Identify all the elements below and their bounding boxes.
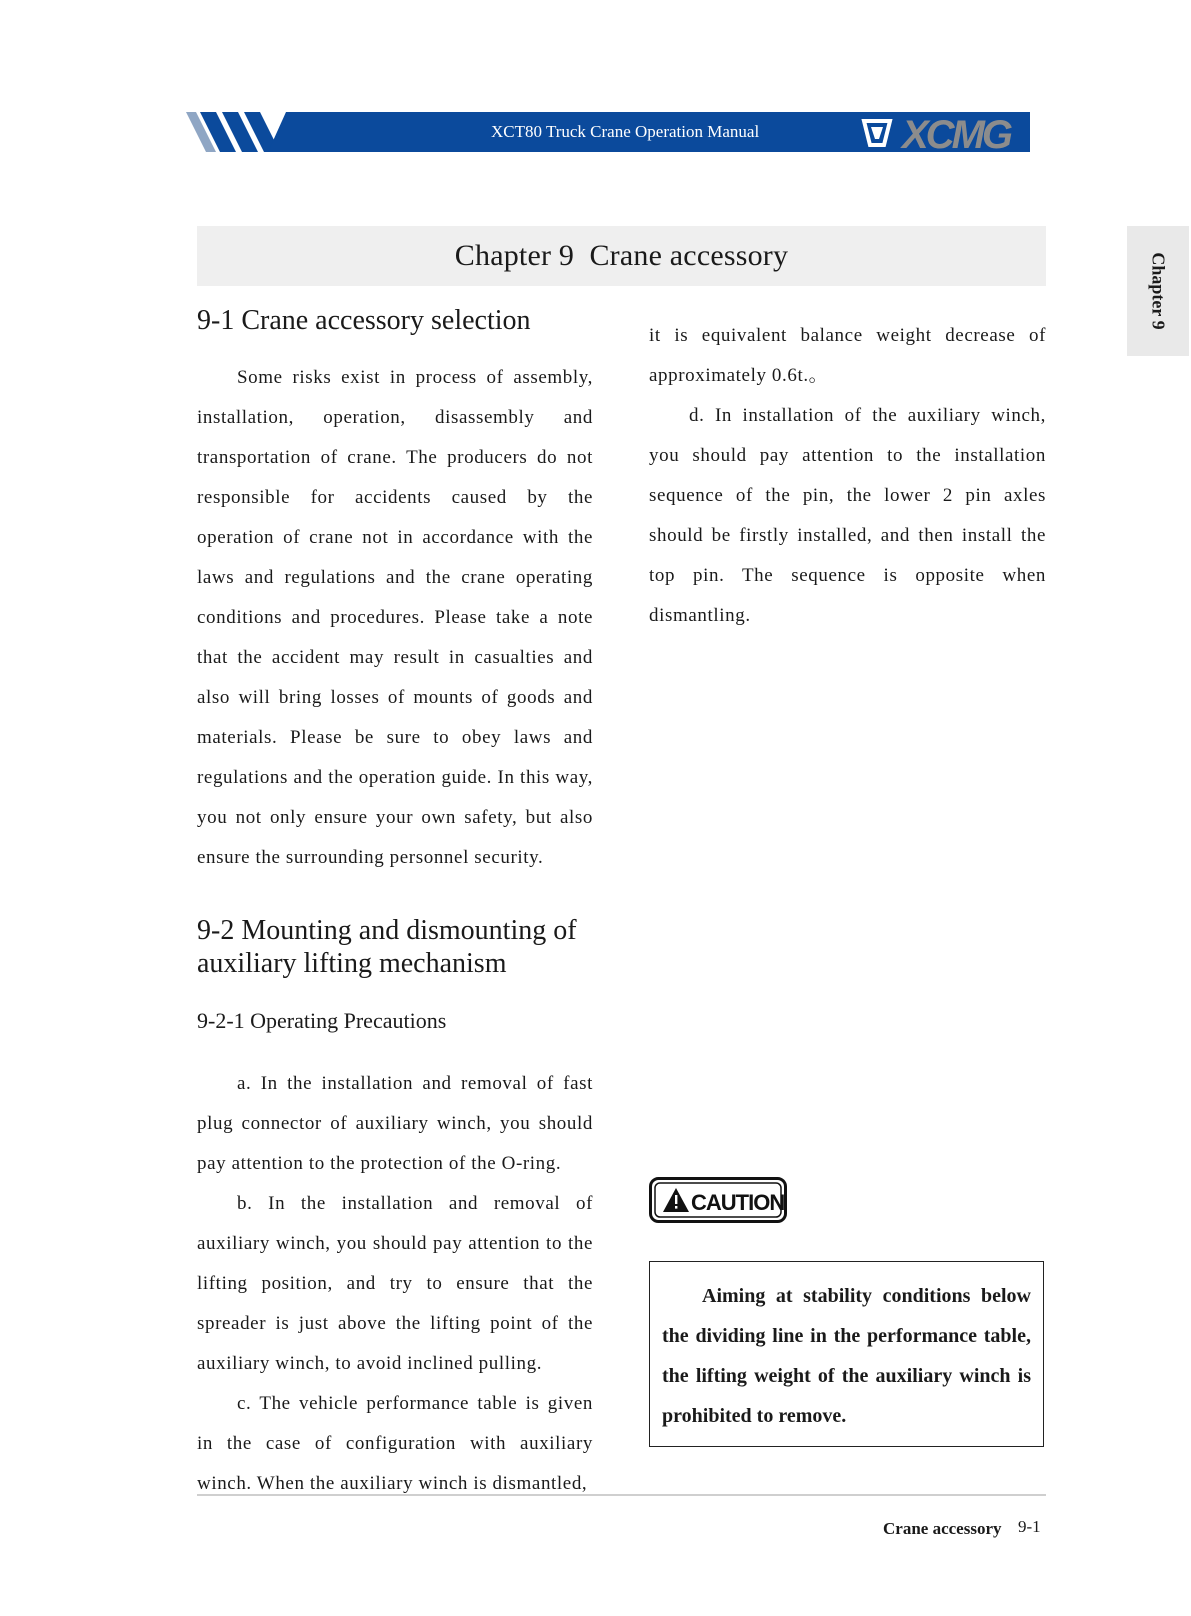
section-heading-9-2-line1: 9-2 Mounting and dismounting of: [197, 915, 577, 946]
precaution-item-c: c. The vehicle performance table is given in the case of configuration with auxiliary winch. When the auxiliary winch is dismantled,: [197, 1393, 593, 1494]
subsection-heading-9-2-1: 9-2-1 Operating Precautions: [197, 1008, 447, 1033]
side-tab-label: Chapter 9: [1148, 252, 1169, 330]
caution-badge-label: CAUTION: [691, 1190, 785, 1215]
right-column: [649, 316, 1046, 636]
chapter-title-band: [197, 226, 1046, 286]
precaution-item-b: b. In the installation and removal of auxiliary winch, you should pay attention to the lifting position, and try to ensure that the spreader is just above the lifting point of the auxiliary winch, to avoid inclined pulling.: [197, 1193, 593, 1374]
precaution-item-a: a. In the installation and removal of fast plug connector of auxiliary winch, you should pay attention to the protection of the O-ring.: [197, 1073, 593, 1174]
caution-badge: [649, 1177, 787, 1223]
chapter-title: Chapter 9 Crane accessory: [454, 239, 789, 272]
manual-title: XCT80 Truck Crane Operation Manual: [491, 122, 760, 141]
footer-chapter-label: Crane accessory: [883, 1519, 1002, 1538]
precaution-item-d: d. In installation of the auxiliary winch, you should pay attention to the installation sequence of the pin, the lower 2 pin axles should be firstly installed, and then install the top pin. The sequence is opposite when dismantling.: [649, 405, 1046, 626]
caution-box: [649, 1261, 1044, 1447]
section-9-1-paragraph: Some risks exist in process of assembly, installation, operation, disassembly and transportation of crane. The producers do not responsible for accidents caused by the operation of crane not in accordance with the laws and regulations and the crane operating conditions and procedures. Please take a note that the accident may result in casualties and also will bring losses of mounts of goods and materials. Please be sure to obey laws and regulations and the operation guide. In this way, you not only ensure your own safety, but also ensure the surrounding personnel security.: [197, 367, 593, 868]
caution-text: Aiming at stability conditions below the dividing line in the performance table, the lifting weight of the auxiliary winch is prohibited to remove.: [662, 1285, 1031, 1427]
footer-divider: [197, 1494, 1046, 1496]
xcmg-logo: [858, 112, 1048, 154]
section-heading-9-2: [197, 914, 593, 980]
page-number: 9-1: [1018, 1517, 1041, 1536]
svg-text:XCMG: XCMG: [902, 113, 1010, 154]
section-heading-9-1: 9-1 Crane accessory selection: [197, 305, 531, 336]
left-column: [197, 296, 593, 1504]
section-heading-9-2-line2: auxiliary lifting mechanism: [197, 948, 507, 979]
chapter-side-tab: [1127, 226, 1189, 356]
item-c-continuation: it is equivalent balance weight decrease of approximately 0.6t.。: [649, 325, 1046, 386]
